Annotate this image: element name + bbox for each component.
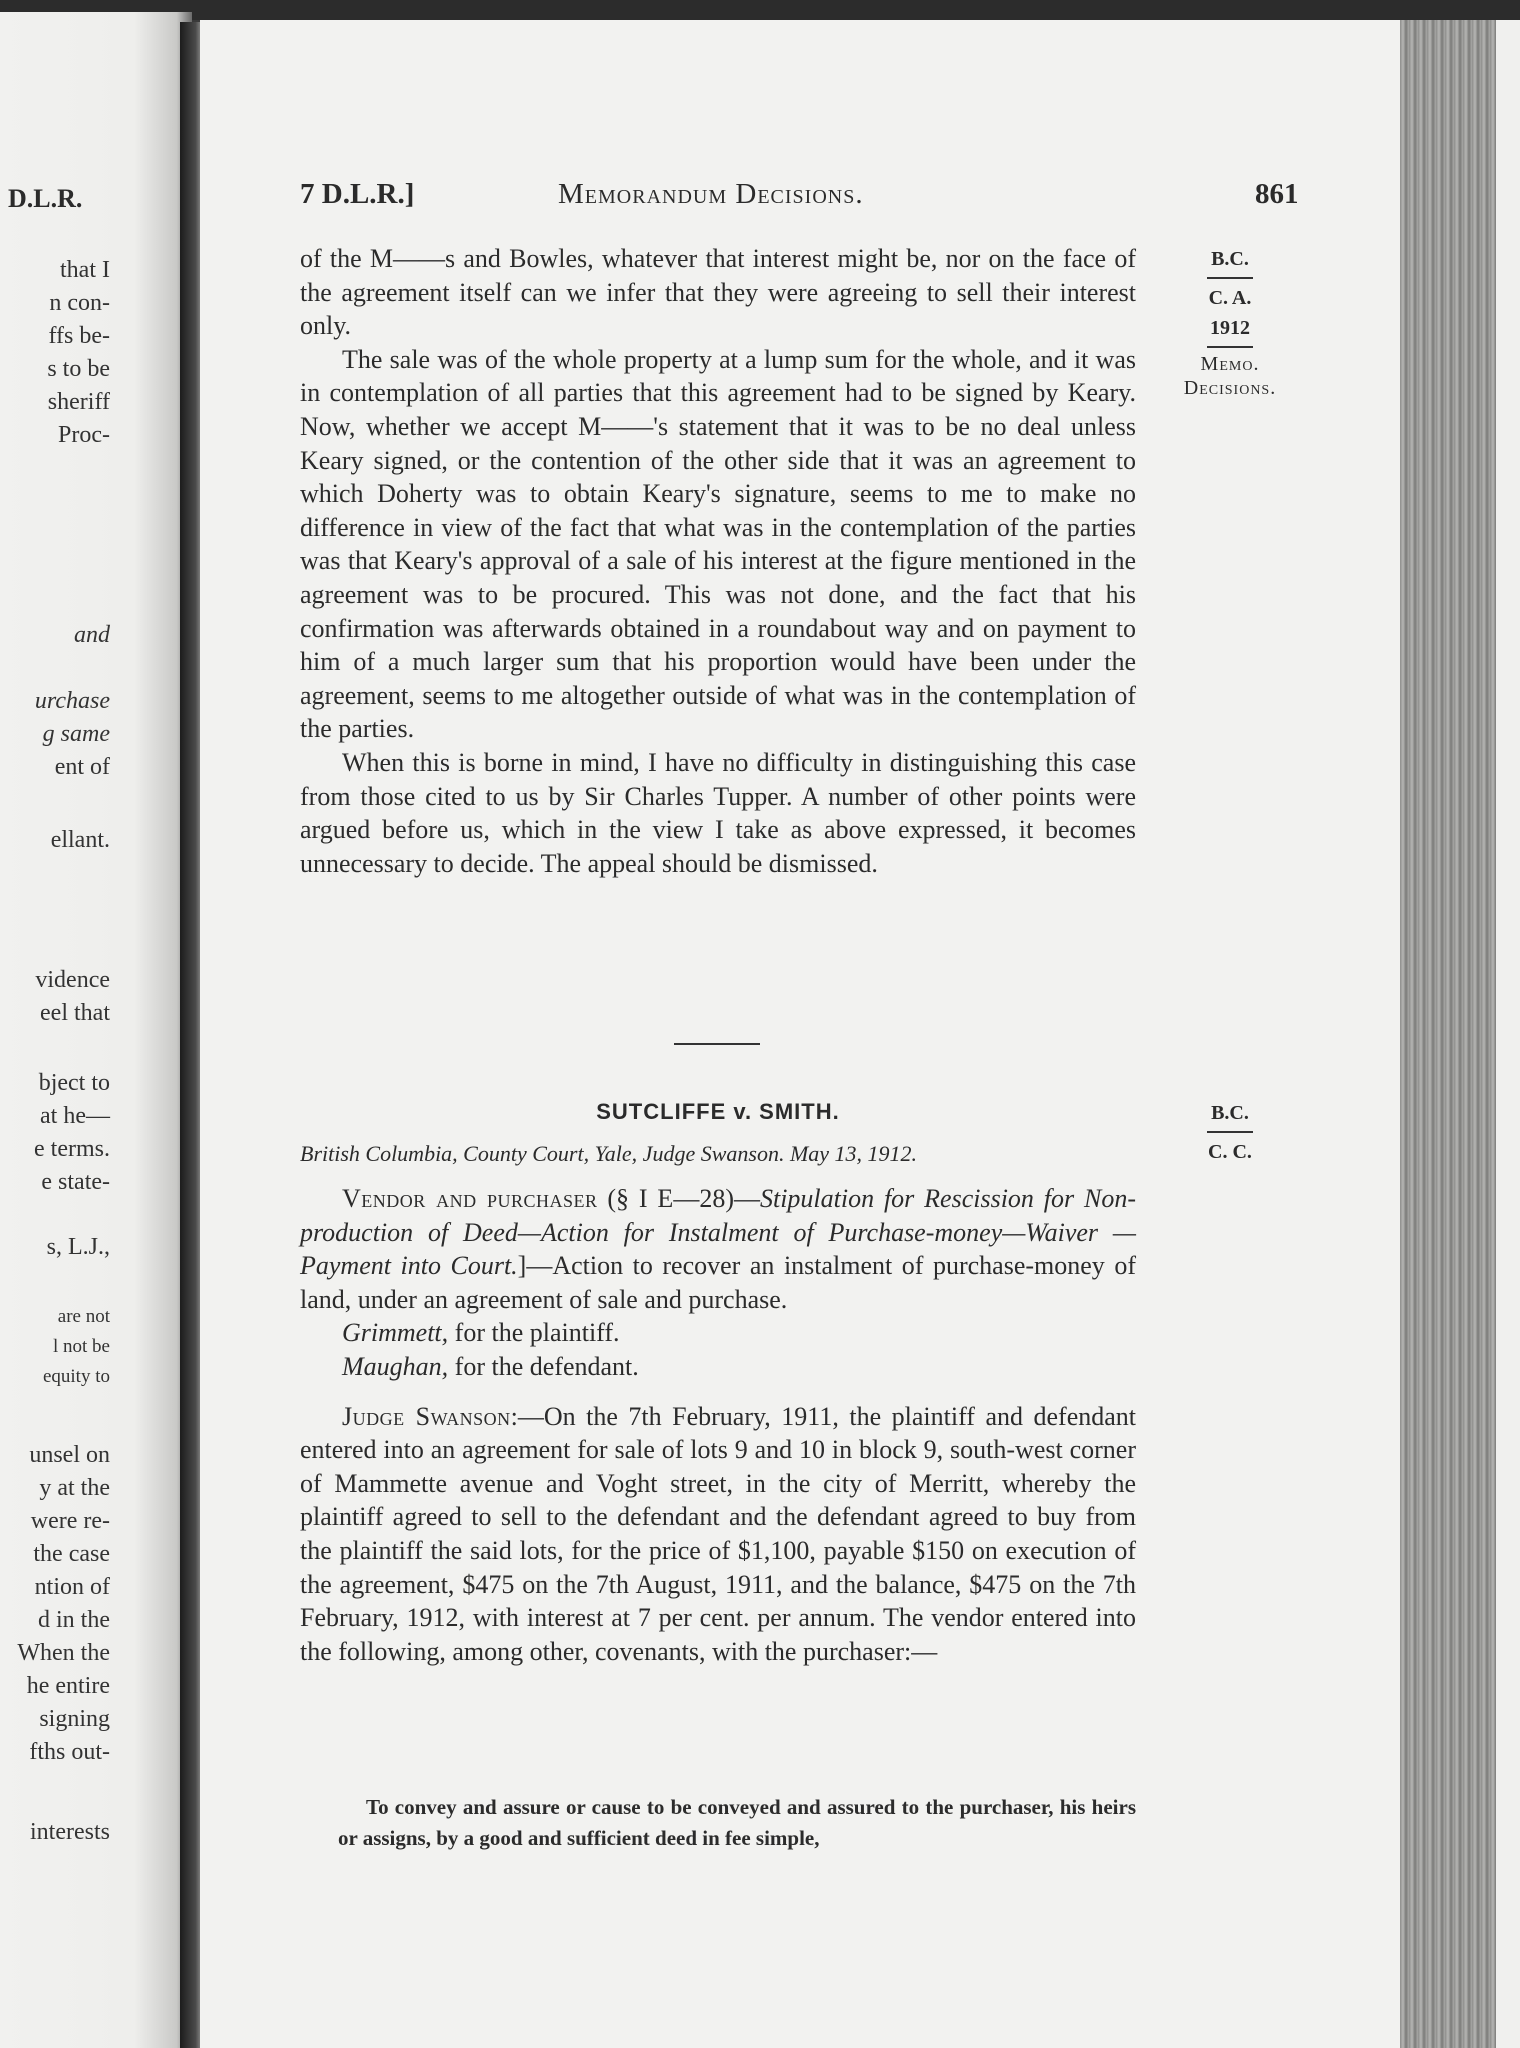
left-page-line: l not be <box>53 1336 110 1357</box>
left-page-line: y at the <box>39 1475 110 1501</box>
left-page-header: D.L.R. <box>8 184 83 213</box>
section-separator <box>674 1043 760 1045</box>
left-page-line: bject to <box>38 1070 110 1096</box>
left-page-line: equity to <box>42 1366 110 1387</box>
left-page-line: ellant. <box>50 827 110 853</box>
counsel-role: for the plaintiff. <box>448 1318 620 1348</box>
left-page-line: s, L.J., <box>46 1234 110 1260</box>
left-page-line: interests <box>30 1819 110 1845</box>
running-header <box>300 178 1300 218</box>
margin-label-decisions: Decisions. <box>1183 377 1277 399</box>
counsel-defendant <box>300 1350 1136 1384</box>
left-page-line: d in the <box>38 1607 110 1633</box>
margin-rule <box>1207 277 1253 279</box>
left-page-line: n con- <box>49 290 110 316</box>
left-page-line: ent of <box>54 754 110 780</box>
headnote-topic: Stipulation for Rescission for Non-production of Deed—Action for Instalment of Purchase-money—Waiver — Payment into Court. <box>300 1184 1136 1281</box>
judgment-text: :—On the 7th February, 1911, the plaintiff and defendant entered into an agreement for sale of lots 9 and 10 in block 9, south-west corner of Mammette avenue and Voght street, in the city of Merritt, whereby the plaintiff agreed to sell to the defendant and the defendant agreed to buy from the plaintiff the said lots, for the price of $1,100, payable $150 on execution of the agreement, $475 on the 7th August, 1911, and the balance, $475 on the 7th February, 1912, with interest at 7 per cent. per annum. The vendor entered into the following, among other, covenants, with the purchaser:— <box>300 1401 1136 1666</box>
margin-rule <box>1207 1131 1253 1133</box>
judgment-paragraph <box>300 1400 1136 1669</box>
margin-label-memo: Memo. <box>1200 353 1260 375</box>
court-line: British Columbia, County Court, Yale, Judge Swanson. May 13, 1912. <box>300 1141 918 1166</box>
margin-note-top <box>1160 244 1300 400</box>
case-body <box>300 1182 1136 1668</box>
left-page-line: were re- <box>30 1508 110 1534</box>
quote-text: To convey and assure or cause to be conveyed and assured to the purchaser, his heirs or assigns, by a good and sufficient deed in fee simple, <box>338 1795 1136 1850</box>
headnote-section: (§ I E—28)— <box>597 1184 760 1213</box>
left-page-line: at he— <box>40 1103 110 1129</box>
left-page-line: signing <box>39 1706 110 1732</box>
opinion-paragraph: of the M——s and Bowles, whatever that interest might be, nor on the face of the agreement itself can we infer that they were agreeing to sell their interest only. <box>300 244 1136 341</box>
headnote-lead: Vendor and purchaser <box>342 1184 598 1213</box>
margin-year: 1912 <box>1210 317 1250 339</box>
counsel-plaintiff <box>300 1316 1136 1350</box>
left-page-line: e state- <box>41 1169 110 1195</box>
left-page-line: Proc- <box>58 422 110 448</box>
margin-court: C. A. <box>1208 287 1252 309</box>
left-page-line: that I <box>60 257 110 283</box>
covenant-quote <box>300 1792 1136 1854</box>
left-page-line: sheriff <box>47 389 110 415</box>
margin-province: B.C. <box>1211 248 1249 270</box>
section-title: Memorandum Decisions. <box>558 178 864 210</box>
left-page-line: urchase <box>34 688 110 714</box>
counsel-name: Grimmett, <box>342 1318 449 1348</box>
left-page-line: fths out- <box>29 1739 110 1765</box>
left-page-line: e terms. <box>34 1136 110 1162</box>
opinion-paragraph: The sale was of the whole property at a lump sum for the whole, and it was in contemplation of all parties that this agreement had to be signed by Keary. Now, whether we accept M——'s statement that it was to be no deal unless Keary signed, or the contention of the other side that it was an agreement to which Doherty was to obtain Keary's signature, seems to me to make no difference in view of the fact that what was in the contemplation of the parties was that Keary's approval of a sale of his interest at the figure mentioned in the agreement was to be procured. This was not done, and the fact that his confirmation was afterwards obtained in a roundabout way and on payment to him of a much larger sum that his proportion would have been under the agreement, seems to me altogether outside of what was in the contemplation of the parties. <box>300 344 1136 744</box>
left-page-line: eel that <box>40 1000 110 1026</box>
volume-reference: 7 D.L.R.] <box>300 178 415 210</box>
left-page-line: When the <box>17 1640 110 1666</box>
left-page-line: g same <box>42 721 110 747</box>
margin-court: C. C. <box>1208 1141 1252 1163</box>
left-page-line: s to be <box>47 356 110 382</box>
left-page-line: the case <box>33 1541 110 1567</box>
left-page-line: vidence <box>35 967 110 993</box>
judge-name: Judge Swanson <box>342 1401 511 1431</box>
counsel-role: for the defendant. <box>448 1351 639 1381</box>
left-page-line: are not <box>57 1306 110 1327</box>
opinion-paragraph: When this is borne in mind, I have no difficulty in distinguishing this case from those cited to us by Sir Charles Tupper. A number of other points were argued before us, which in the view I take as above expressed, it becomes unnecessary to decide. The appeal should be dismissed. <box>300 747 1136 878</box>
left-page-line: he entire <box>26 1673 110 1699</box>
margin-province: B.C. <box>1211 1102 1249 1124</box>
left-page-line: unsel on <box>29 1442 110 1468</box>
left-page <box>0 12 192 2048</box>
scan-border <box>0 0 1520 20</box>
margin-rule <box>1207 346 1253 348</box>
headnote-rest: ]—Action to recover an instalment of purchase-money of land, under an agreement of sale and purchase. <box>300 1251 1137 1314</box>
counsel-name: Maughan, <box>342 1351 449 1381</box>
page-edges <box>1400 20 1520 2048</box>
headnote <box>300 1182 1136 1316</box>
margin-note-case <box>1160 1098 1300 1167</box>
case-title: SUTCLIFFE v. SMITH. <box>596 1099 840 1124</box>
left-page-line: ntion of <box>34 1574 110 1600</box>
page-number: 861 <box>1255 178 1299 210</box>
left-page-line: ffs be- <box>48 323 110 349</box>
opinion-text <box>300 242 1136 880</box>
left-page-line: and <box>74 622 110 648</box>
